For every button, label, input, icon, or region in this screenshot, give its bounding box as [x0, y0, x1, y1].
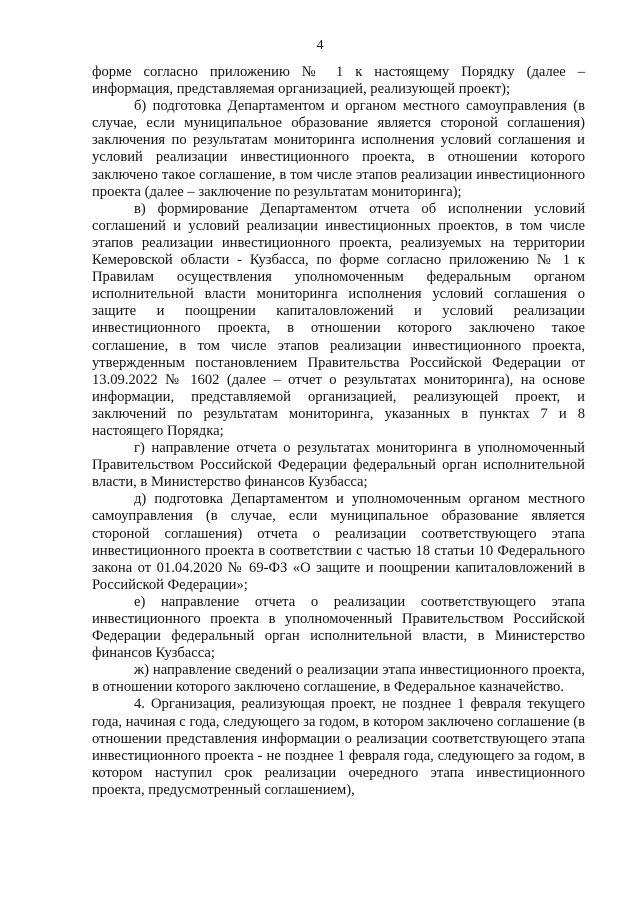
paragraph-item-b: б) подготовка Департаментом и органом местного самоуправления (в случае, если муниципальное образование является стороной соглашения) заключения по результатам мониторинга исполнения условий соглашения и условий реализации инвестиционного проекта, в отношении которого заключено такое соглашение, в том числе этапов реализации инвестиционного проекта (далее – заключение по результатам мониторинга); [92, 98, 585, 200]
paragraph-item-v: в) формирование Департаментом отчета об исполнении условий соглашений и условий реализации инвестиционных проектов, в том числе этапов реализации инвестиционного проекта, реализуемых на территории Кемеровской области - Кузбасса, по форме согласно приложению № 1 к Правилам осуществления уполномоченным федеральным органом исполнительной власти мониторинга исполнения условий соглашения о защите и поощрении капиталовложений и условий реализации инвестиционного проекта, в отношении которого заключено такое соглашение, в том числе этапов реализации инвестиционного проекта, утвержденным постановлением Правительства Российской Федерации от 13.09.2022 № 1602 (далее – отчет о результатах мониторинга), на основе информации, представляемой организацией, реализующей проект, и заключений по результатам мониторинга, указанных в пунктах 7 и 8 настоящего Порядка; [92, 200, 585, 439]
paragraph-item-d: д) подготовка Департаментом и уполномоченным органом местного самоуправления (в случае, если муниципальное образование является стороной соглашения) отчета о реализации соответствующего этапа инвестиционного проекта в соответствии с частью 18 статьи 10 Федерального закона от 01.04.2020 № 69-ФЗ «О защите и поощрении капиталовложений в Российской Федерации»; [92, 491, 585, 593]
page-number: 4 [316, 38, 324, 53]
document-body [92, 64, 585, 799]
paragraph-continuation: форме согласно приложению № 1 к настоящему Порядку (далее – информация, представляемая организацией, реализующей проект); [92, 64, 585, 98]
paragraph-item-e: е) направление отчета о реализации соответствующего этапа инвестиционного проекта в уполномоченный Правительством Российской Федерации федеральный орган исполнительной власти, в Министерство финансов Кузбасса; [92, 593, 585, 662]
paragraph-item-g: г) направление отчета о результатах мониторинга в уполномоченный Правительством Российской Федерации федеральный орган исполнительной власти, в Министерство финансов Кузбасса; [92, 440, 585, 491]
paragraph-item-zh: ж) направление сведений о реализации этапа инвестиционного проекта, в отношении которого заключено соглашение, в Федеральное казначейство. [92, 662, 585, 696]
paragraph-section-4: 4. Организация, реализующая проект, не позднее 1 февраля текущего года, начиная с года, следующего за годом, в котором заключено соглашение (в отношении представления информации о реализации соответствующего этапа инвестиционного проекта - не позднее 1 февраля года, следующего за годом, в котором наступил срок реализации очередного этапа инвестиционного проекта, предусмотренный соглашением), [92, 696, 585, 798]
